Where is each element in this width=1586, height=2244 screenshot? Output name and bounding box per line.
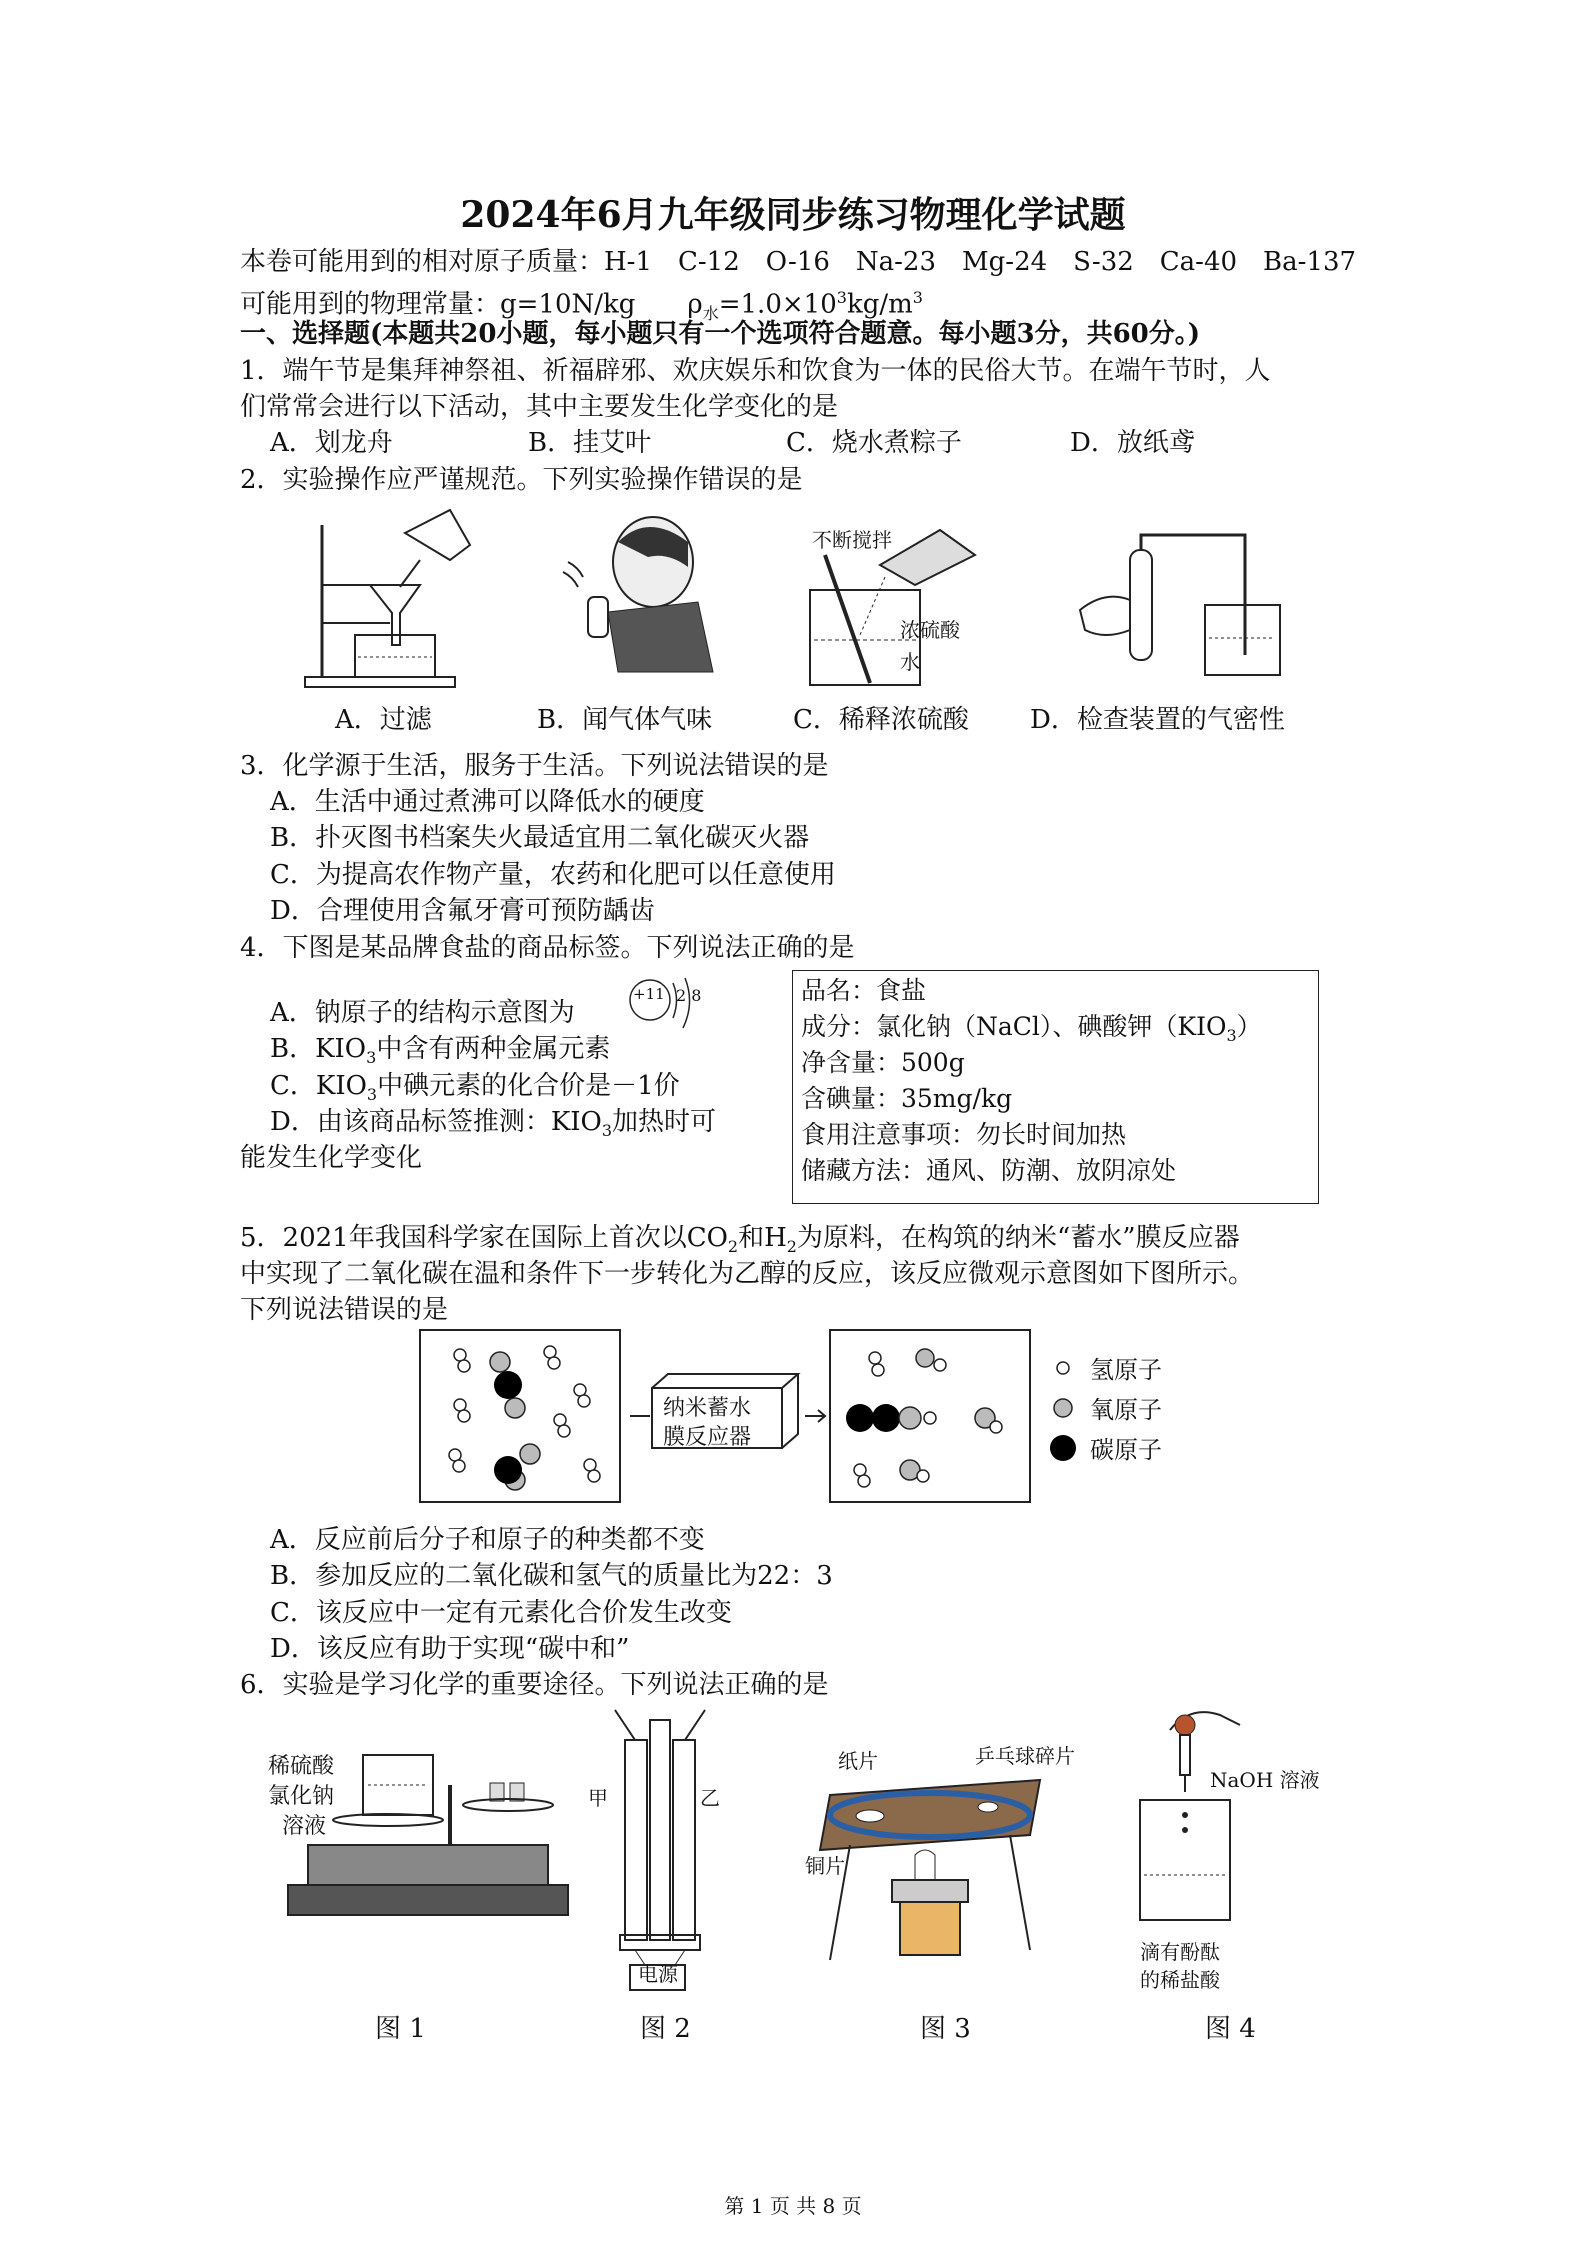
fig1-label-nacl: 氯化钠 <box>268 1784 335 1809</box>
q1-option-a: A．划龙舟 <box>270 428 393 458</box>
q3-option-d: D．合理使用含氟牙膏可预防龋齿 <box>270 896 655 926</box>
page-footer: 第 1 页 共 8 页 <box>724 2194 862 2218</box>
atom-shells-label: 2 8 <box>676 986 702 1005</box>
atomic-mass-line: 本卷可能用到的相对原子质量：H-1 C-12 O-16 Na-23 Mg-24 S-32 Ca-40 Ba-137 <box>240 247 1357 277</box>
q1-stem-line2: 们常常会进行以下活动，其中主要发生化学变化的是 <box>240 392 839 422</box>
q5-option-a: A．反应前后分子和原子的种类都不变 <box>270 1525 705 1555</box>
q3-option-b: B．扑灭图书档案失火最适宜用二氧化碳灭火器 <box>270 823 810 853</box>
reactor-line2: 膜反应器 <box>663 1425 752 1450</box>
q5-stem-line2: 中实现了二氧化碳在温和条件下一步转化为乙醇的反应，该反应微观示意图如下图所示。 <box>240 1259 1255 1289</box>
q2-option-b: B．闻气体气味 <box>537 705 713 735</box>
label-name: 品名：食盐 <box>801 976 927 1005</box>
figure-caption-1: 图 1 <box>375 2014 426 2044</box>
fig4-label-line2: 的稀盐酸 <box>1140 1968 1220 1992</box>
electrolysis-figure <box>585 1700 735 1990</box>
fig3-label-copper: 铜片 <box>805 1854 845 1878</box>
q5-option-b: B．参加反应的二氧化碳和氢气的质量比为22：3 <box>270 1561 833 1591</box>
water-label: 水 <box>900 650 920 674</box>
q5-option-c: C．该反应中一定有元素化合价发生改变 <box>270 1598 732 1628</box>
acid-label: 浓硫酸 <box>900 618 960 642</box>
fig4-label-naoh: NaOH 溶液 <box>1210 1768 1320 1792</box>
label-notice: 食用注意事项：勿长时间加热 <box>801 1120 1127 1149</box>
q3-option-a: A．生活中通过煮沸可以降低水的硬度 <box>270 787 705 817</box>
q5-option-d: D．该反应有助于实现“碳中和” <box>270 1634 630 1664</box>
label-net: 净含量：500g <box>801 1048 965 1077</box>
q4-stem: 4．下图是某品牌食盐的商品标签。下列说法正确的是 <box>240 933 855 963</box>
fig2-label-power: 电源 <box>638 1962 678 1986</box>
legend-oxygen: 氧原子 <box>1090 1396 1162 1424</box>
q2-option-a: A．过滤 <box>335 705 432 735</box>
titration-figure <box>1130 1700 1250 1930</box>
legend-hydrogen: 氢原子 <box>1090 1356 1162 1384</box>
fig2-label-yi: 乙 <box>700 1786 720 1810</box>
q1-option-d: D．放纸鸢 <box>1070 428 1195 458</box>
fig1-label-solution: 溶液 <box>282 1814 327 1839</box>
q5-stem-line1: 5．2021年我国科学家在国际上首次以$CO_2$和$H_2$为原料，在构筑的纳米“蓄水”膜反应器 <box>240 1223 1240 1257</box>
q4-option-b: B．$KIO_3$中含有两种金属元素 <box>270 1034 611 1068</box>
reaction-micro-diagram <box>420 1330 1200 1510</box>
label-storage: 储藏方法：通风、防潮、放阴凉处 <box>801 1156 1177 1185</box>
page-title: 2024年6月九年级同步练习物理化学试题 <box>460 194 1126 236</box>
fig3-label-pingpong: 乒乓球碎片 <box>975 1744 1075 1768</box>
constants-line: 可能用到的物理常量：g=10N/kg $\rho_水=1.0\times 10^3kg/m^3$ <box>240 288 923 323</box>
figure-caption-2: 图 2 <box>640 2014 691 2044</box>
figure-caption-3: 图 3 <box>920 2014 971 2044</box>
q4-option-d-line2: 能发生化学变化 <box>240 1143 423 1173</box>
legend-carbon: 碳原子 <box>1090 1436 1162 1464</box>
section-heading: 一、选择题(本题共20小题，每小题只有一个选项符合题意。每小题3分，共60分。) <box>240 319 1201 349</box>
copper-sheet-figure <box>820 1760 1050 1970</box>
smelling-gas-figure <box>548 512 718 672</box>
q3-option-c: C．为提高农作物产量，农药和化肥可以任意使用 <box>270 860 836 890</box>
q1-option-c: C．烧水煮粽子 <box>786 428 962 458</box>
reactor-line1: 纳米蓄水 <box>663 1396 752 1421</box>
q4-option-a: A．钠原子的结构示意图为 <box>270 998 575 1028</box>
fig4-label-line1: 滴有酚酞 <box>1140 1940 1220 1964</box>
fig3-label-paper: 纸片 <box>838 1749 878 1773</box>
q2-option-c: C．稀释浓硫酸 <box>793 705 969 735</box>
stir-label: 不断搅拌 <box>812 528 892 552</box>
q1-stem-line1: 1．端午节是集拜神祭祖、祈福辟邪、欢庆娱乐和饮食为一体的民俗大节。在端午节时，人 <box>240 356 1271 386</box>
figure-caption-4: 图 4 <box>1205 2014 1256 2044</box>
fig1-label-acid: 稀硫酸 <box>268 1754 335 1779</box>
filtration-figure <box>300 505 480 690</box>
fig2-label-jia: 甲 <box>588 1786 608 1810</box>
q6-stem: 6．实验是学习化学的重要途径。下列说法正确的是 <box>240 1670 829 1700</box>
airtight-check-figure <box>1075 530 1290 680</box>
q3-stem: 3．化学源于生活，服务于生活。下列说法错误的是 <box>240 751 829 781</box>
q4-option-d: D．由该商品标签推测：$KIO_3$加热时可 <box>270 1107 717 1141</box>
q4-option-c: C．$KIO_3$中碘元素的化合价是－1价 <box>270 1071 680 1105</box>
q5-stem-line3: 下列说法错误的是 <box>240 1295 449 1325</box>
label-iodine: 含碘量：35mg/kg <box>801 1084 1013 1113</box>
salt-product-label <box>792 970 1319 1204</box>
q2-stem: 2．实验操作应严谨规范。下列实验操作错误的是 <box>240 465 803 495</box>
label-ingredients: 成分：氯化钠（NaCl）、碘酸钾$(KIO_3)$ <box>801 1012 1262 1045</box>
q2-option-d: D．检查装置的气密性 <box>1030 705 1285 735</box>
atom-nucleus-label: +11 <box>633 985 665 1003</box>
q1-option-b: B．挂艾叶 <box>528 428 652 458</box>
